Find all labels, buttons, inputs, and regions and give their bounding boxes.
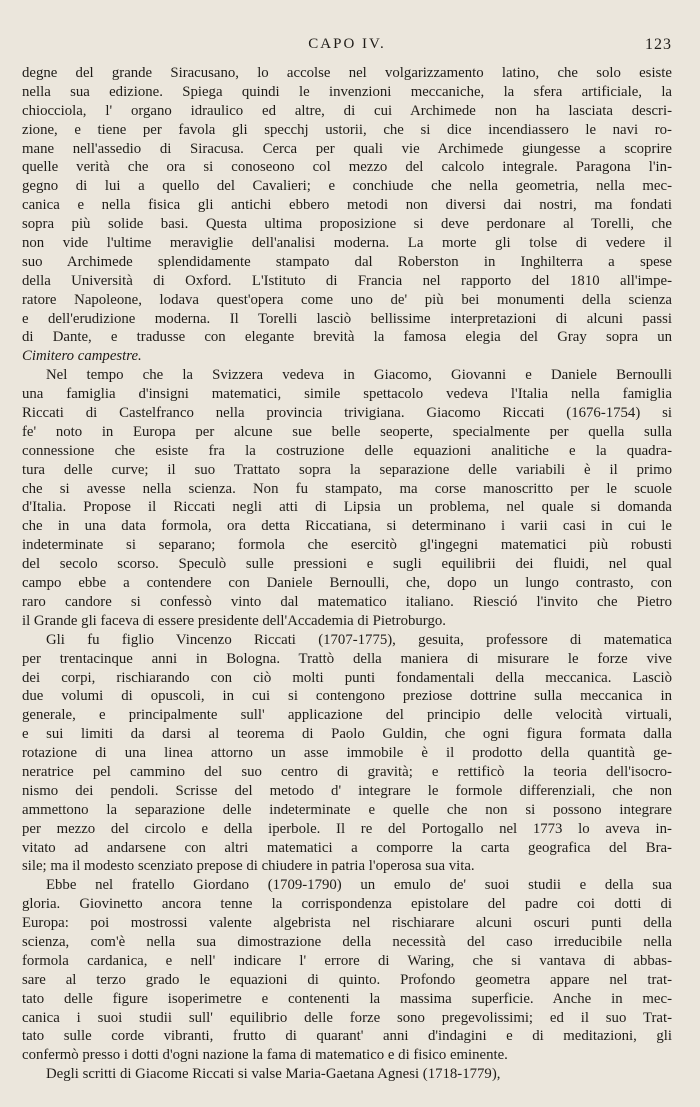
- text-line: sile; ma il modesto scenziato prepose di chiudere in patria l'operosa sua vita.: [22, 858, 475, 875]
- text-line: ratore Napoleone, lodava quest'opera come uno de' più bei monumenti della scienza: [22, 291, 672, 308]
- text-line: confermò presso i dotti d'ogni nazione la fama di matematico e di fisico eminente.: [22, 1047, 508, 1064]
- text-line: il Grande gli faceva di essere presidente dell'Accademia di Pietroburgo.: [22, 612, 446, 629]
- text-line: campo ebbe a contendere con Daniele Bernoulli, che, dopo un lungo contrasto, con: [22, 575, 672, 592]
- text-line: tato sulle corde vibranti, frutto di quarant' anni d'indagini e di meditazioni, gli: [22, 1028, 672, 1045]
- text-line: canica i suoi studii sull' equilibrio delle forze sono pregevolissimi; ed il suo Trat-: [22, 1009, 672, 1026]
- text-line: della Università di Oxford. L'Istituto di Francia nel rapporto del 1810 all'impe-: [22, 272, 672, 289]
- text-line: gegno di lui a quello del Cavalieri; e conchiude che nella geometria, nella mec-: [22, 178, 672, 195]
- text-line: sopra più solide basi. Questa ultima proposizione si deve perdonare al Torelli, che: [22, 216, 672, 233]
- text-line: Degli scritti di Giacome Riccati si valse Maria-Gaetana Agnesi (1718-1779),: [46, 1066, 501, 1083]
- text-line: tura delle curve; il suo Trattato sopra la separazione delle variabili è il primo: [22, 461, 672, 478]
- text-line: nismo dei pendoli. Scrisse del metodo d' integrare le formole differenziali, che non: [22, 782, 672, 799]
- chapter-heading: CAPO IV.: [308, 36, 386, 52]
- text-line: due volumi di opuscoli, in cui si contengono preziose dottrine sulla meccanica in: [22, 688, 672, 705]
- text-line: che in una data formola, ora detta Riccatiana, si determinano i varii casi in cui le: [22, 518, 672, 535]
- text-line: scienza, com'è nella sua dimostrazione della necessità del caso irreducibile nella: [22, 933, 672, 950]
- text-line: Nel tempo che la Svizzera vedeva in Giacomo, Giovanni e Daniele Bernoulli: [46, 367, 672, 384]
- text-line: per trentacinque anni in Bologna. Trattò della maniera di misurare le forze vive: [22, 650, 672, 667]
- text-line: mane nell'assedio di Siracusa. Cerca per quali vie Archimede giungesse a scoprire: [22, 140, 672, 157]
- text-line: nella sua edizione. Spiega quindi le invenzioni meccaniche, la sfera artificiale, la: [22, 83, 672, 100]
- text-line-italic: [22, 347, 672, 366]
- text-line: raro candore si confessò vinto dal matematico italiano. Riesció l'invito che Pietro: [22, 593, 672, 610]
- text-line: Gli fu figlio Vincenzo Riccati (1707-1775), gesuita, professore di matematica: [46, 631, 672, 648]
- text-line: zione, e tiene per favola gli specchj ustorii, che si dice incendiassero le navi ro-: [22, 121, 672, 138]
- text-line: neratrice pel cammino del suo centro di gravità; e rettificò la teoria dell'isocro-: [22, 763, 672, 780]
- text-line: non vide l'ultime meraviglie dell'analisi moderna. La morte gli tolse di vedere il: [22, 235, 672, 252]
- paragraph-giordano-riccati: [22, 876, 672, 1065]
- text-line: Ebbe nel fratello Giordano (1709-1790) un emulo de' suoi studii e della sua: [46, 877, 672, 894]
- text-line: dei corpi, rischiarando con ciò molti punti fondamentali della meccanica. Lasciò: [22, 669, 672, 686]
- text-line: gloria. Giovinetto ancora tenne la corrispondenza epistolare del padre coi dotti di: [22, 896, 672, 913]
- text-line: ammettono la separazione delle indeterminate e quelle che non si possono integrare: [22, 801, 672, 818]
- text-line: chiocciola, l' organo idraulico ed altre, di cui Archimede non ha lasciata descri-: [22, 102, 672, 119]
- text-line: suo Archimede splendidamente stampato dal Roberston in Inghilterra a spese: [22, 253, 672, 270]
- paragraph-agnesi: [22, 1065, 672, 1084]
- text-line: e sui limiti da darsi al teorema di Paolo Guldin, che ogni figura formata dalla: [22, 726, 672, 743]
- text-line: Europa: poi mostrossi valente algebrista nel rischiarare alcuni oscuri punti della: [22, 915, 672, 932]
- text-line: formola cardanica, e nell' indicare l' errore di Waring, che si vantava di abbas-: [22, 952, 672, 969]
- text-line: quelle verità che ora si conoseono col mezzo del calcolo integrale. Paragona l'in-: [22, 159, 672, 176]
- text-line: connessione che esiste fra la costruzione delle equazioni analitiche e la quadra-: [22, 442, 672, 459]
- paragraph-giacomo-riccati: [22, 366, 672, 630]
- text-line: sare al terzo grado le equazioni di quinto. Profondo geometra appare nel trat-: [22, 971, 672, 988]
- text-line: tato delle figure isoperimetre e contenenti la massima superficie. Anche in mec-: [22, 990, 672, 1007]
- text-line: Riccati di Castelfranco nella provincia trivigiana. Giacomo Riccati (1676-1754) si: [22, 405, 672, 422]
- paragraph-torelli-archimede: [22, 64, 672, 366]
- text-line: del secolo scorso. Speculò sulle pressioni e sugli equilibrii dei fluidi, nel qual: [22, 556, 672, 573]
- text-line: una famiglia d'insigni matematici, simile spettacolo vedeva l'Italia nella famiglia: [22, 386, 672, 403]
- text-line: d'Italia. Propose il Riccati negli atti di Lipsia un problema, nel quale si domanda: [22, 499, 672, 516]
- text-line: fe' noto in Europa per alcune sue belle seoperte, specialmente per quella sulla: [22, 423, 672, 440]
- text-line: canica e nella fisica gli antichi ebbero metodi non diversi dai nostri, ma fondati: [22, 197, 672, 214]
- text-line: generale, e principalmente sull' applicazione del principio delle velocità virtuali,: [22, 707, 672, 724]
- italic-title: Cimitero campestre.: [22, 348, 142, 365]
- text-line: degne del grande Siracusano, lo accolse nel volgarizzamento latino, che solo esiste: [22, 65, 672, 81]
- text-line: rotazione di una linea attorno un asse immobile è il prodotto della quantità ge-: [22, 745, 672, 762]
- text-line: e dell'erudizione moderna. Il Torelli lasciò bellissime interpretazioni di alcuni passi: [22, 310, 672, 327]
- text-line: di Dante, e tradusse con elegante brevità la famosa elegia del Gray sopra un: [22, 329, 672, 346]
- page-body: [22, 64, 672, 1084]
- paragraph-vincenzo-riccati: [22, 631, 672, 877]
- text-line: indeterminate si separano; formola che esercitò gl'ingegni matematici più robusti: [22, 537, 672, 554]
- page-number: 123: [645, 36, 672, 53]
- text-line: per mezzo del circolo e della iperbole. Il re del Portogallo nel 1773 lo aveva in-: [22, 820, 672, 837]
- running-head: [22, 36, 672, 58]
- text-line: vitato ad andarsene con altri matematici a comporre la carta geografica del Bra-: [22, 839, 672, 856]
- text-line: che si avesse nella scienza. Non fu stampato, ma corse manoscritto per le scuole: [22, 480, 672, 497]
